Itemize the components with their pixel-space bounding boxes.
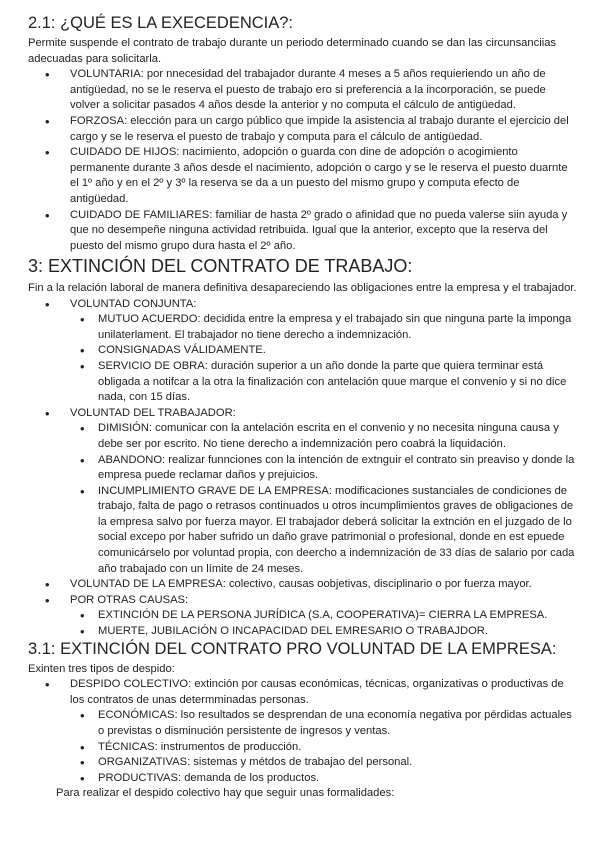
despido-list (28, 677, 578, 786)
list-item: • SERVICIO DE OBRA: duración superior a un año donde la parte que quiera terminar está obligada a notifcar a la otra la finalización con antelación quue marque el convenio y si no dice nada, con 15 días. (28, 359, 578, 406)
list-item: • EXTINCIÓN DE LA PERSONA JURÍDICA (S.A, COOPERATIVA)= CIERRA LA EMPRESA. (28, 608, 578, 624)
list-item: • PRODUCTIVAS: demanda de los productos. (28, 771, 578, 787)
closing-text: Para realizar el despido colectivo hay que seguir unas formalidades: (56, 787, 395, 800)
list-item: • MUERTE, JUBILACIÓN O INCAPACIDAD DEL EMRESARIO O TRABAJDOR. (28, 624, 578, 640)
list-item: • FORZOSA: elección para un cargo público que impide la asistencia al trabajo durante el ejercicio del cargo y se le reserva el puesto de trabajo y computa para el cálculo de antigüedad. (28, 114, 578, 145)
list-item: • VOLUNTARIA: por nnecesidad del trabajador durante 4 meses a 5 años requieriendo un año de antigüedad, no se le reserva el puesto de trabajo ero si preferencia a la incorporación, se puede volver a solicitar pasados 4 años desde la anterior y no computa el cálculo de antigüedad. (28, 67, 578, 114)
section-3-intro: Fin a la relación laboral de manera definitiva desapareciendo las obligaciones entre la empresa y el trabajador. (28, 281, 577, 294)
list-item: • CUIDADO DE FAMILIARES: familiar de hasta 2º grado o afinidad que no pueda valerse siin ayuda y que no desempeñe ninguna actividad retribuida. Igual que la anterior, excepto que la reserva del puesto del mismo grupo dura hasta el 2º año. (28, 208, 578, 255)
section-2-1-title: 2.1: ¿QUÉ ES LA EXECEDENCIA?: (28, 14, 294, 32)
list-item: • ECONÓMICAS: lso resultados se desprendan de una economía negativa por pérdidas actuales o previstas o disminución persistente de ingresos y ventas. (28, 708, 578, 739)
list-item: • ABANDONO: realizar funnciones con la intención de extnguir el contrato sin preaviso y donde la empresa puede reclamar daños y prejuicios. (28, 453, 578, 484)
list-item: • INCUMPLIMIENTO GRAVE DE LA EMPRESA: modificaciones sustanciales de condiciones de trabajo, falta de pago o retrasos continuados u otros incumplimientos graves de obligaciones de la empresa salvo por fuerza mayor. El trabajador deberá solicitar la extnción en el juzgado de lo social excepo por haber sufrido un daño grave patrimonial o profesional, donde en est epuede comunicárselo por voluntad propia, con deercho a indemnización de 33 días de salario por cada año trabajado con un límite de 24 meses. (28, 484, 578, 578)
list-item: • VOLUNTAD DEL TRABAJADOR: (28, 406, 578, 422)
list-item: • DESPIDO COLECTIVO: extinción por causas económicas, técnicas, organizativas o productivas de los contratos de unas determminadas personas. (28, 677, 578, 708)
list-item: • DIMISIÓN: comunicar con la antelación escrita en el convenio y no necesita ninguna causa y debe ser por escrito. No tiene derecho a indemnización pero coabrá la liquidación. (28, 421, 578, 452)
list-item: • VOLUNTAD CONJUNTA: (28, 297, 578, 313)
list-item: • VOLUNTAD DE LA EMPRESA: colectivo, causas oobjetivas, disciplinario o por fuerza mayor. (28, 577, 578, 593)
section-3-1-intro: Exinten tres tipos de despido: (28, 662, 175, 675)
section-3-title: 3: EXTINCIÓN DEL CONTRATO DE TRABAJO: (28, 256, 413, 277)
section-3-1-title: 3.1: EXTINCIÓN DEL CONTRATO PRO VOLUNTAD DE LA EMPRESA: (28, 639, 557, 658)
list-item: • TÉCNICAS: instrumentos de producción. (28, 740, 578, 756)
excedencia-list (28, 67, 578, 254)
list-item: • CONSIGNADAS VÁLIDAMENTE. (28, 343, 578, 359)
list-item: • POR OTRAS CAUSAS: (28, 593, 578, 609)
list-item: • ORGANIZATIVAS: sistemas y métdos de trabajao del personal. (28, 755, 578, 771)
extincion-list (28, 297, 578, 640)
section-2-1-intro: Permite suspende el contrato de trabajo durante un periodo determinado cuando se dan las circunsanciias adecuadas para solicitarla. (28, 36, 557, 65)
list-item: • CUIDADO DE HIJOS: nacimiento, adopción o guarda con dine de adopción o acogimiento permanente durante 3 años desde el nacimiento, adopción o cargo y se le reserva el puesto duarnte el 1º año y en el 2º y 3º la reserva se da a un puesto del mismo grupo y computa efecto de antigüedad. (28, 145, 578, 207)
list-item: • MUTUO ACUERDO: decidida entre la empresa y el trabajado sin que ninguna parte la imponga unilaterlament. El trabajador no tiene derecho a indemnización. (28, 312, 578, 343)
